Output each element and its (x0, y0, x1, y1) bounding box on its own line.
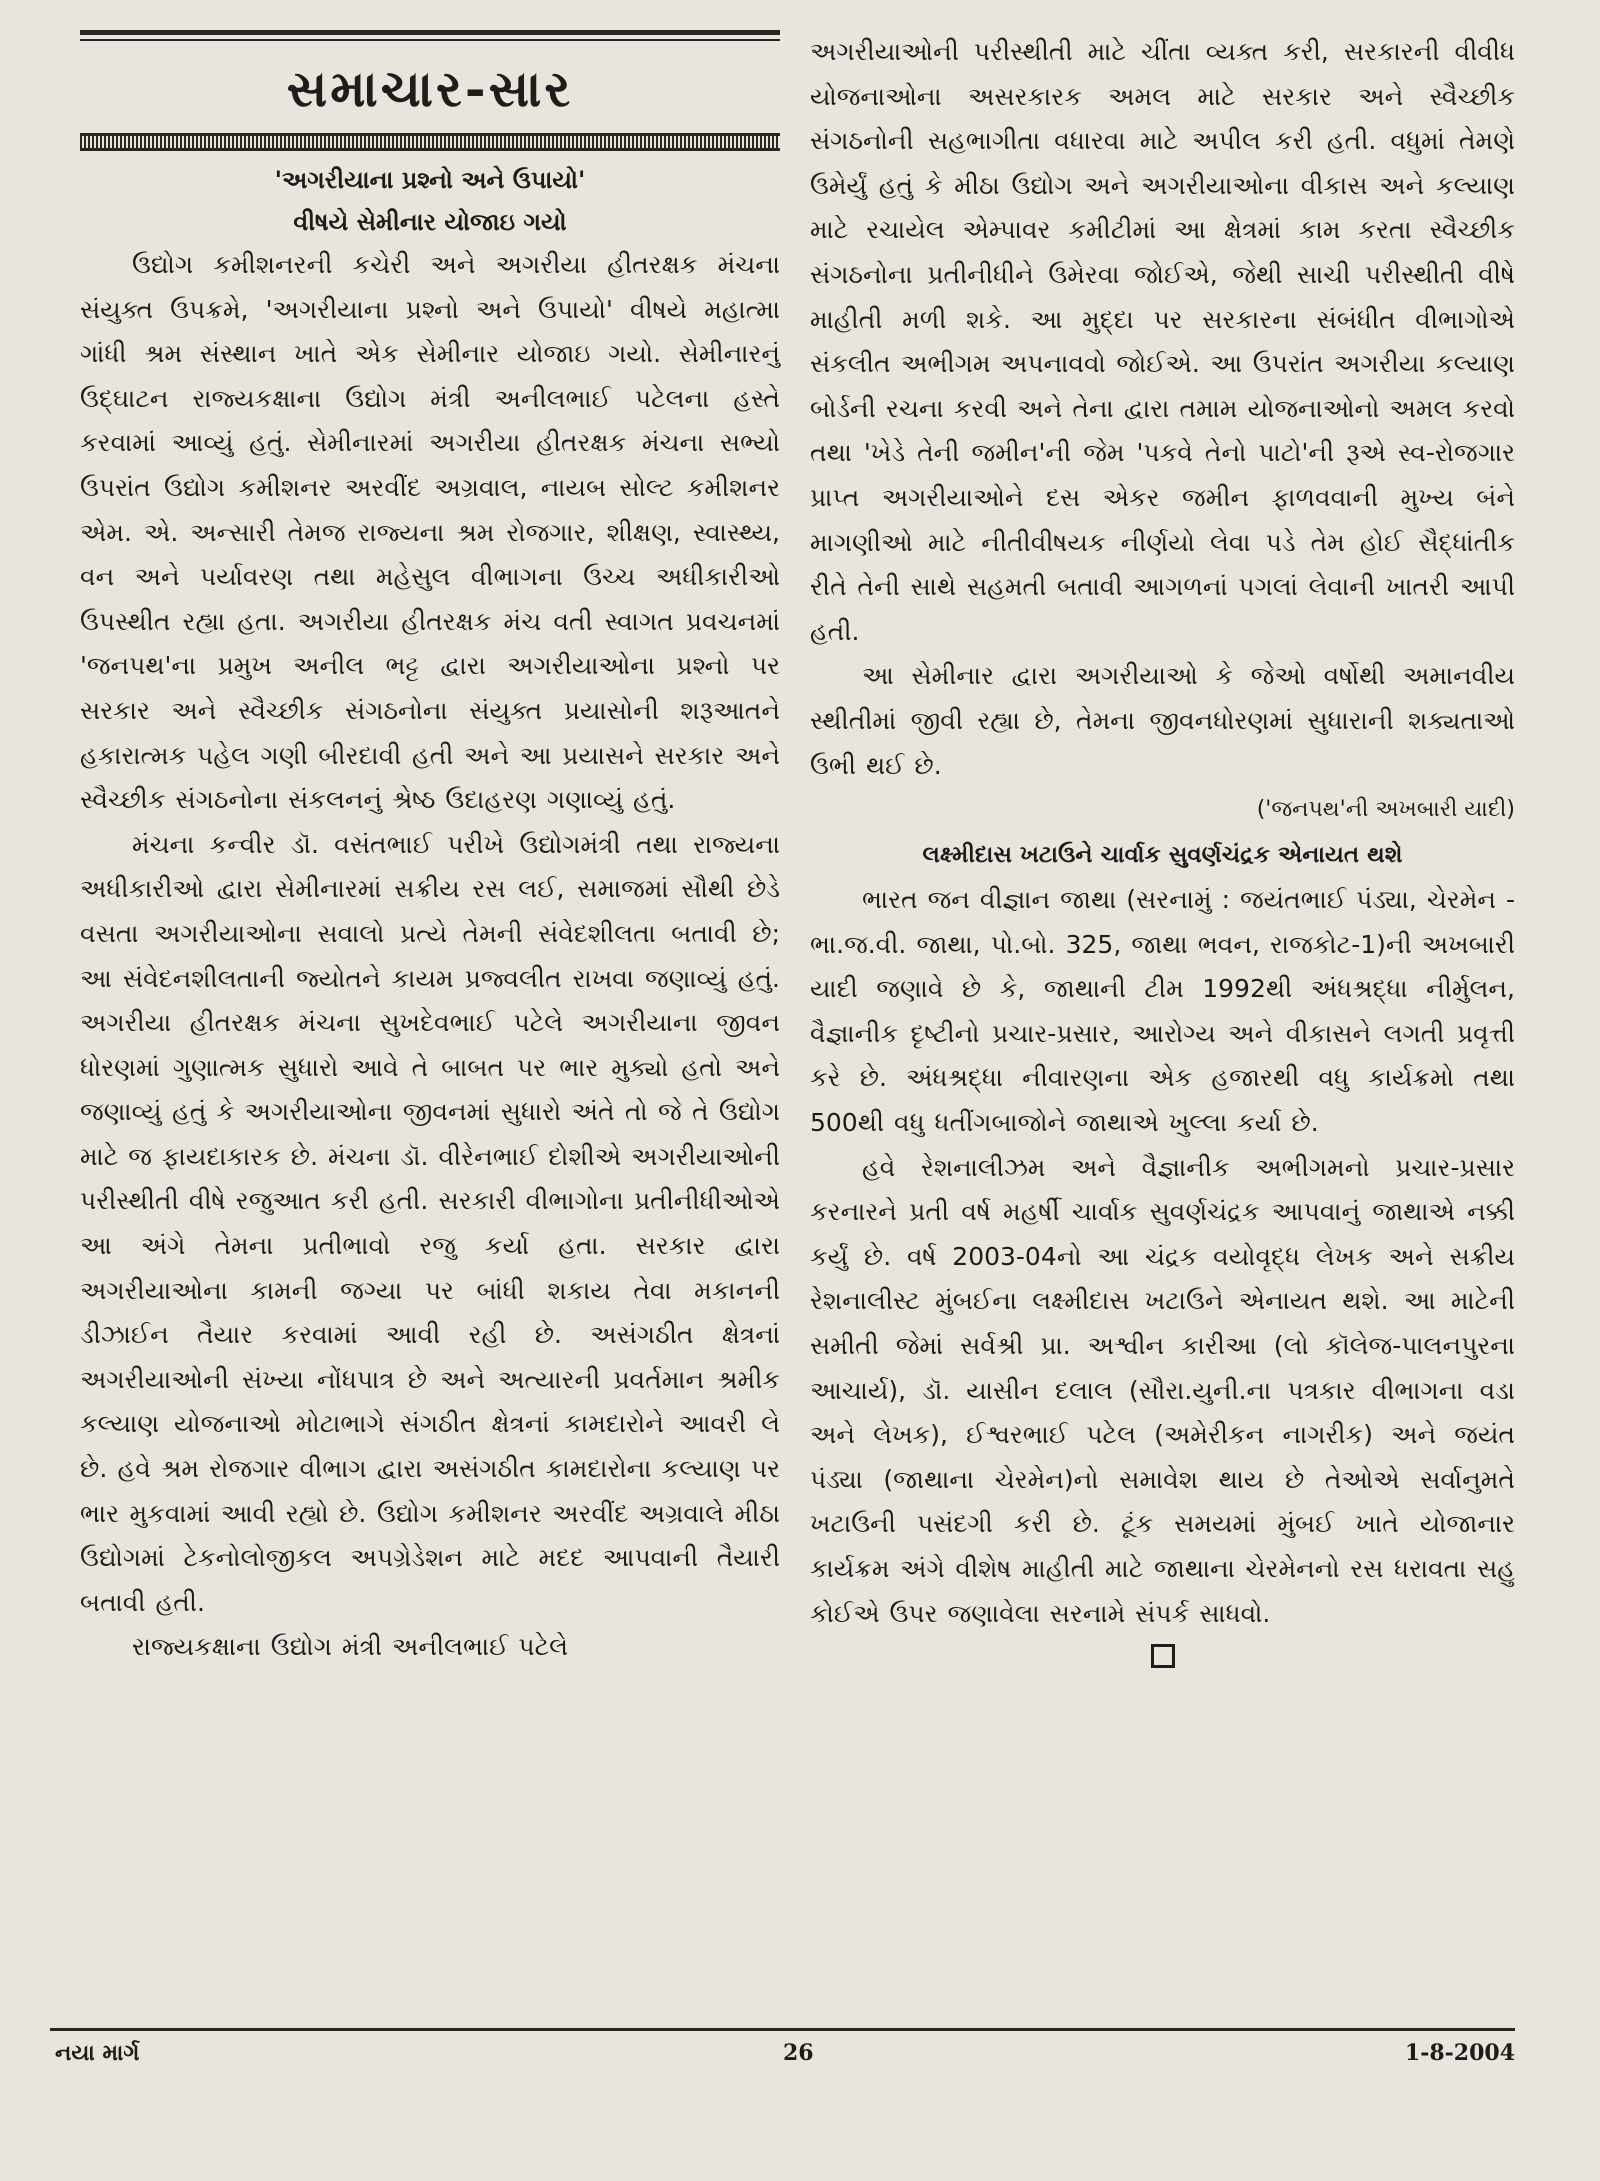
article1-paragraph-3: રાજ્યકક્ષાના ઉદ્યોગ મંત્રી અનીલભાઈ પટેલે (132, 1632, 569, 1662)
article2-paragraph-2: હવે રેશનાલીઝમ અને વૈજ્ઞાનીક અભીગમનો પ્રચાર-પ્રસાર કરનારને પ્રતી વર્ષ મહર્ષી ચાર્વાક સુવર્ણચંદ્રક આપવાનું જાથાએ નક્કી કર્યું છે. વર્ષ 2003-04નો આ ચંદ્રક વયોવૃદ્ધ લેખક અને સક્રીય રેશનાલીસ્ટ મુંબઈના લક્ષ્મીદાસ ખટાઉને એનાયત થશે. આ માટેની સમીતી જેમાં સર્વશ્રી પ્રા. અશ્વીન કારીઆ (લો કૉલેજ-પાલનપુરના આચાર્ય), ડૉ. યાસીન દલાલ (સૌરા.યુની.ના પત્રકાર વીભાગના વડા અને લેખક), ઈશ્વરભાઈ પટેલ (અમેરીકન નાગરીક) અને જયંત પંડ્યા (જાથાના ચેરમેન)નો સમાવેશ થાય છે તેઓએ સર્વાનુમતે ખટાઉની પસંદગી કરી છે. ટૂંક સમયમાં મુંબઈ ખાતે યોજાનાર કાર્યક્રમ અંગે વીશેષ માહીતી માટે જાથાના ચેરમેનનો રસ ધરાવતા સહુ કોઈએ ઉપર જણાવેલા સરનામે સંપર્ક સાધવો. (810, 1152, 1515, 1628)
title-underline (80, 133, 780, 151)
section-title: સમાચાર-સાર (286, 59, 574, 118)
article2-heading: લક્ષ્મીદાસ ખટાઉને ચાર્વાક સુવર્ણચંદ્રક એનાયત થશે (922, 842, 1403, 869)
article1-paragraph-4: અગરીયાઓની પરીસ્થીતી માટે ચીંતા વ્યક્ત કરી, સરકારની વીવીધ યોજનાઓના અસરકારક અમલ માટે સરકાર અને સ્વૈચ્છીક સંગઠનોની સહભાગીતા વધારવા માટે અપીલ કરી હતી. વધુમાં તેમણે ઉમેર્યું હતું કે મીઠા ઉદ્યોગ અને અગરીયાઓના વીકાસ અને કલ્યાણ માટે રચાયેલ એમ્પાવર કમીટીમાં આ ક્ષેત્રમાં કામ કરતા સ્વૈચ્છીક સંગઠનોના પ્રતીનીધીને ઉમેરવા જોઈએ, જેથી સાચી પરીસ્થીતી વીષે માહીતી મળી શકે. આ મુદ્દા પર સરકારના સંબંધીત વીભાગોએ સંકલીત અભીગમ અપનાવવો જોઈએ. આ ઉપરાંત અગરીયા કલ્યાણ બોર્ડની રચના કરવી અને તેના દ્વારા તમામ યોજનાઓનો અમલ કરવો તથા 'ખેડે તેની જમીન'ની જેમ 'પકવે તેનો પાટો'ની રૂએ સ્વ-રોજગાર પ્રાપ્ત અગરીયાઓને દસ એકર જમીન ફાળવવાની મુખ્ય બંને માગણીઓ માટે નીતીવીષયક નીર્ણયો લેવા પડે તેમ હોઈ સૈદ્ધાંતીક રીતે તેની સાથે સહમતી બતાવી આગળનાં પગલાં લેવાની ખાતરી આપી હતી. (810, 37, 1515, 646)
footer-rule (50, 2028, 1515, 2031)
article1-paragraph-1: ઉદ્યોગ કમીશનરની કચેરી અને અગરીયા હીતરક્ષક મંચના સંયુક્ત ઉપક્રમે, 'અગરીયાના પ્રશ્નો અને ઉપાયો' વીષયે મહાત્મા ગાંધી શ્રમ સંસ્થાન ખાતે એક સેમીનાર યોજાઇ ગયો. સેમીનારનું ઉદ્ઘાટન રાજ્યકક્ષાના ઉદ્યોગ મંત્રી અનીલભાઈ પટેલના હસ્તે કરવામાં આવ્યું હતું. સેમીનારમાં અગરીયા હીતરક્ષક મંચના સભ્યો ઉપરાંત ઉદ્યોગ કમીશનર અરવીંદ અગ્રવાલ, નાયબ સોલ્ટ કમીશનર એમ. એ. અન્સારી તેમજ રાજ્યના શ્રમ રોજગાર, શીક્ષણ, સ્વાસ્થ્ય, વન અને પર્યાવરણ તથા મહેસુલ વીભાગના ઉચ્ચ અધીકારીઓ ઉપસ્થીત રહ્યા હતા. અગરીયા હીતરક્ષક મંચ વતી સ્વાગત પ્રવચનમાં 'જનપથ'ના પ્રમુખ અનીલ ભટ્ટ દ્વારા અગરીયાઓના પ્રશ્નો પર સરકાર અને સ્વૈચ્છીક સંગઠનોના સંયુક્ત પ્રયાસોની શરૂઆતને હકારાત્મક પહેલ ગણી બીરદાવી હતી અને આ પ્રયાસને સરકાર અને સ્વૈચ્છીક સંગઠનોના સંકલનનું શ્રેષ્ઠ ઉદાહરણ ગણાવ્યું હતું. (80, 250, 780, 815)
article1-heading (80, 159, 780, 243)
article1-heading-line1: 'અગરીયાના પ્રશ્નો અને ઉપાયો' (274, 166, 586, 194)
end-of-article-mark (1151, 1644, 1175, 1668)
left-column (80, 30, 780, 1670)
top-rule (80, 30, 780, 35)
article1-paragraph-5: આ સેમીનાર દ્વારા અગરીયાઓ કે જેઓ વર્ષોથી અમાનવીય સ્થીતીમાં જીવી રહ્યા છે, તેમના જીવનધોરણમાં સુધારાની શક્યતાઓ ઉભી થઈ છે. (810, 661, 1515, 780)
article1-paragraph-2: મંચના કન્વીર ડૉ. વસંતભાઈ પરીખે ઉદ્યોગમંત્રી તથા રાજ્યના અધીકારીઓ દ્વારા સેમીનારમાં સક્રીય રસ લઈ, સમાજમાં સૌથી છેડે વસતા અગરીયાઓના સવાલો પ્રત્યે તેમની સંવેદશીલતા બતાવી છે; આ સંવેદનશીલતાની જ્યોતને કાયમ પ્રજ્વલીત રાખવા જણાવ્યું હતું. અગરીયા હીતરક્ષક મંચના સુખદેવભાઈ પટેલે અગરીયાના જીવન ધોરણમાં ગુણાત્મક સુધારો આવે તે બાબત પર ભાર મુક્યો હતો અને જણાવ્યું હતું કે અગરીયાઓના જીવનમાં સુધારો અંતે તો જે તે ઉદ્યોગ માટે જ ફાયદાકારક છે. મંચના ડૉ. વીરેનભાઈ દોશીએ અગરીયાઓની પરીસ્થીતી વીષે રજુઆત કરી હતી. સરકારી વીભાગોના પ્રતીનીધીઓએ આ અંગે તેમના પ્રતીભાવો રજુ કર્યા હતા. સરકાર દ્વારા અગરીયાઓના કામની જગ્યા પર બાંધી શકાય તેવા મકાનની ડીઝાઈન તૈયાર કરવામાં આવી રહી છે. અસંગઠીત ક્ષેત્રનાં અગરીયાઓની સંખ્યા નોંધપાત્ર છે અને અત્યારની પ્રવર્તમાન શ્રમીક કલ્યાણ યોજનાઓ મોટાભાગે સંગઠીત ક્ષેત્રનાં કામદારોને આવરી લે છે. હવે શ્રમ રોજગાર વીભાગ દ્વારા અસંગઠીત કામદારોના કલ્યાણ પર ભાર મુકવામાં આવી રહ્યો છે. ઉદ્યોગ કમીશનર અરવીંદ અગ્રવાલે મીઠા ઉદ્યોગમાં ટેકનોલોજીકલ અપગ્રેડેશન માટે મદદ આપવાની તૈયારી બતાવી હતી. (80, 829, 780, 1617)
page-number: 26 (783, 2040, 814, 2066)
article2-paragraph-1: ભારત જન વીજ્ઞાન જાથા (સરનામું : જયંતભાઈ પંડ્યા, ચેરમેન - ભા.જ.વી. જાથા, પો.બો. 325, જાથા ભવન, રાજકોટ-1)ની અખબારી યાદી જણાવે છે કે, જાથાની ટીમ 1992થી અંધશ્રદ્ધા નીર્મુલન, વૈજ્ઞાનીક દૃષ્ટીનો પ્રચાર-પ્રસાર, આરોગ્ય અને વીકાસને લગતી પ્રવૃત્તી કરે છે. અંધશ્રદ્ધા નીવારણના એક હજારથી વધુ કાર્યક્રમો તથા 500થી વધુ ધતીંગબાજોને જાથાએ ખુલ્લા કર્યા છે. (810, 885, 1515, 1138)
article1-heading-line2: વીષયે સેમીનાર યોજાઇ ગયો (293, 208, 567, 236)
publication-name: નયા માર્ગ (55, 2040, 140, 2066)
right-column (810, 30, 1515, 1668)
article1-attribution: ('જનપથ'ની અખબારી યાદી) (1256, 797, 1515, 823)
title-band (80, 41, 780, 131)
issue-date: 1-8-2004 (1404, 2040, 1515, 2066)
